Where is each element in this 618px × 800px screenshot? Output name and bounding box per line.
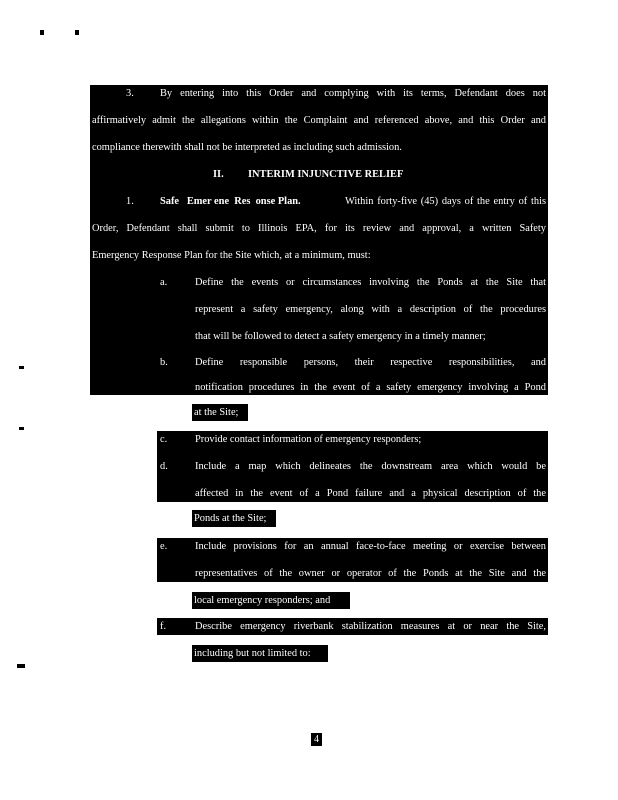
item-d-line: affected in the event of a Pond failure and a physical description of the (195, 488, 546, 499)
item-e-line: representatives of the owner or operator of the Ponds at the Site and the (195, 568, 546, 579)
section-number: II. (213, 169, 224, 180)
scan-speck (40, 30, 44, 35)
item-a-line: represent a safety emergency, along with a description of the procedures (195, 304, 546, 315)
item-d-label: d. (160, 461, 168, 472)
item-c-label: c. (160, 434, 168, 445)
paragraph-3-number: 3. (126, 88, 134, 99)
item-b-line: at the Site; (194, 407, 239, 418)
scan-speck (19, 427, 24, 430)
page-number: 4 (311, 733, 322, 746)
paragraph-3-line: affirmatively admit the allegations within the Complaint and referenced above, and this Order and (92, 115, 546, 126)
scan-speck (19, 366, 24, 369)
item-e-line: Include provisions for an annual face-to-face meeting or exercise between (195, 541, 546, 552)
redaction-block-main (90, 85, 548, 395)
paragraph-3-line: compliance therewith shall not be interpreted as including such admission. (92, 142, 402, 153)
item-a-label: a. (160, 277, 168, 288)
paragraph-1-line: Within forty-five (45) days of the entry of this (345, 196, 546, 207)
item-f-label: f. (160, 621, 167, 632)
paragraph-1-number: 1. (126, 196, 134, 207)
paragraph-1-line: Emergency Response Plan for the Site which, at a minimum, must: (92, 250, 371, 261)
scan-speck (75, 30, 79, 35)
paragraph-1-line: Order, Defendant shall submit to Illinois EPA, for its review and approval, a written Safety (92, 223, 546, 234)
scan-speck (17, 664, 25, 668)
item-a-line: that will be followed to detect a safety emergency in a timely manner; (195, 331, 486, 342)
item-b-line: notification procedures in the event of a safety emergency involving a Pond (195, 382, 546, 393)
section-title: INTERIM INJUNCTIVE RELIEF (248, 169, 404, 180)
paragraph-3-line: By entering into this Order and complying with its terms, Defendant does not (160, 88, 546, 99)
item-d-line: Ponds at the Site; (194, 513, 267, 524)
item-d-line: Include a map which delineates the downstream area which would be (195, 461, 546, 472)
item-b-line: Define responsible persons, their respective responsibilities, and (195, 357, 546, 368)
item-f-line: including but not limited to: (194, 648, 311, 659)
item-f-line: Describe emergency riverbank stabilization measures at or near the Site, (195, 621, 546, 632)
item-b-label: b. (160, 357, 168, 368)
paragraph-1-title: Safe Emer ene Res onse Plan. (160, 196, 301, 207)
item-e-line: local emergency responders; and (194, 595, 331, 606)
item-e-label: e. (160, 541, 168, 552)
item-a-line: Define the events or circumstances involving the Ponds at the Site that (195, 277, 546, 288)
item-c-line: Provide contact information of emergency responders; (195, 434, 422, 445)
